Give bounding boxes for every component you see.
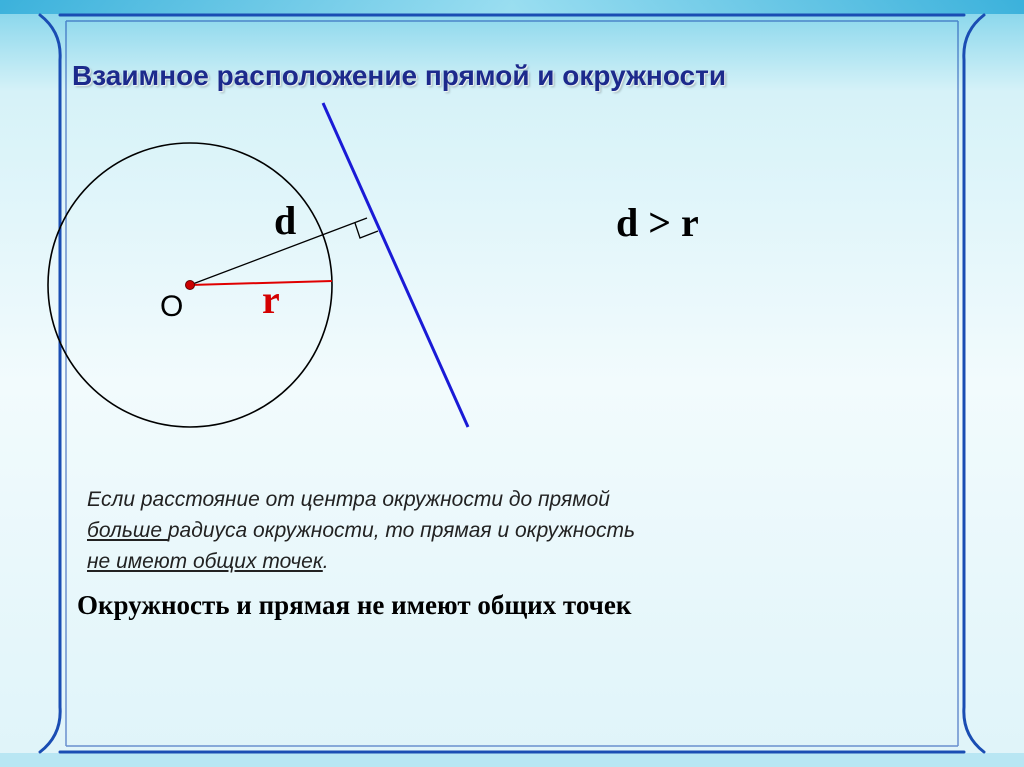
explanation-rest: радиуса окружности, то прямая и окружность bbox=[167, 519, 636, 542]
slide-title: Взаимное расположение прямой и окружности bbox=[72, 60, 727, 91]
relation-formula: d > r bbox=[616, 200, 699, 245]
explanation-text bbox=[87, 484, 635, 577]
explanation-underlined: больше bbox=[87, 519, 168, 542]
center-label: O bbox=[160, 290, 184, 323]
center-point bbox=[186, 281, 195, 290]
radius-label: r bbox=[262, 277, 280, 322]
conclusion-text: Окружность и прямая не имеют общих точек bbox=[77, 590, 632, 620]
explanation-line-3 bbox=[87, 546, 635, 577]
explanation-underlined: не имеют общих точек bbox=[87, 550, 323, 573]
explanation-line-1: Если расстояние от центра окружности до прямой bbox=[87, 488, 610, 511]
explanation-rest: . bbox=[322, 550, 329, 573]
distance-label: d bbox=[274, 198, 297, 243]
explanation-line-2 bbox=[87, 515, 635, 546]
